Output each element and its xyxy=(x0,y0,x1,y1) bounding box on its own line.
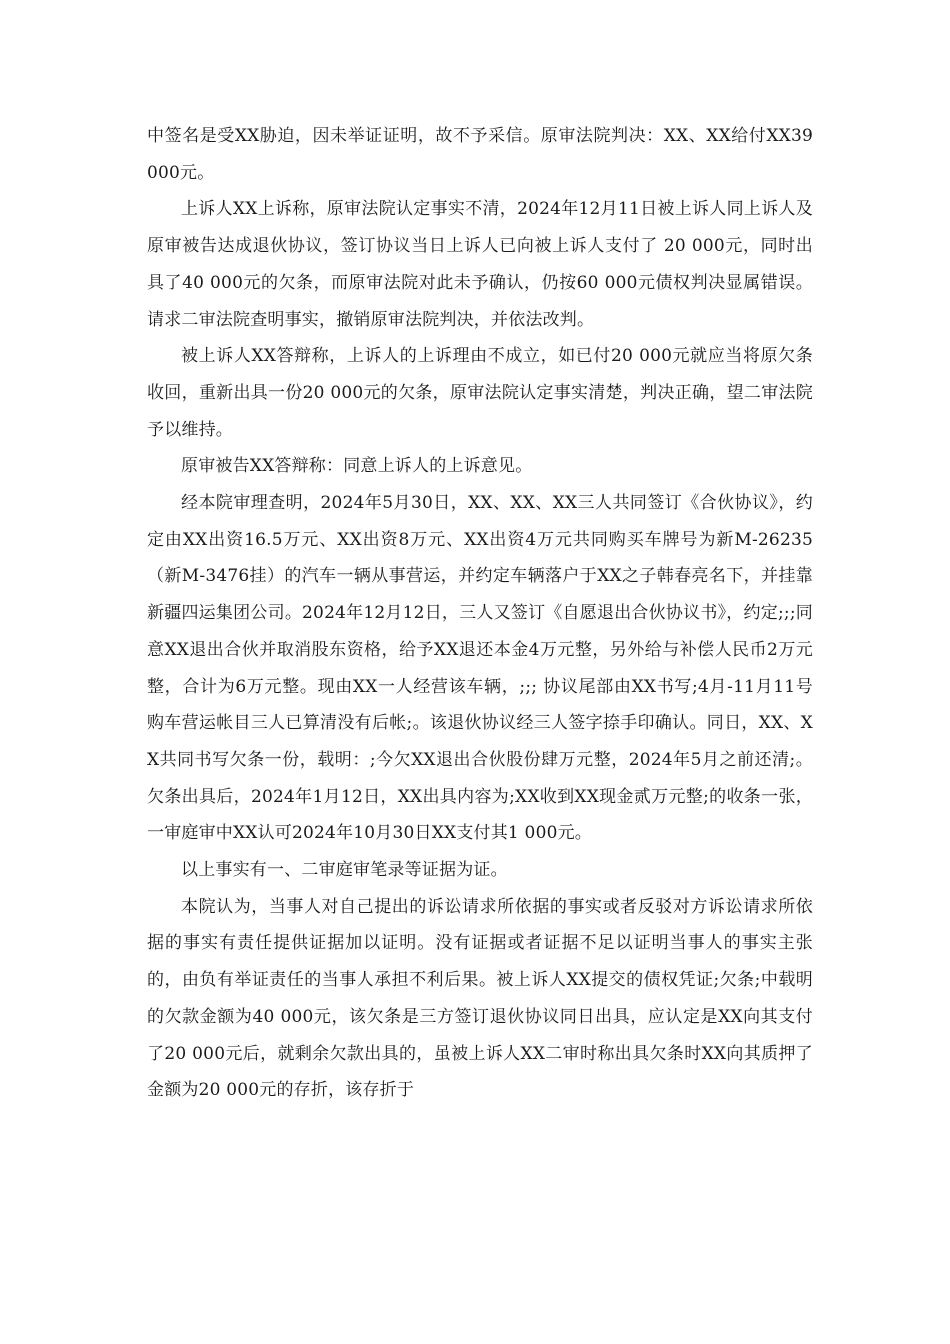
paragraph-5: 经本院审理查明，2024年5月30日，XX、XX、XX三人共同签订《合伙协议》，约定由XX出资16.5万元、XX出资8万元、XX出资4万元共同购买车牌号为新M-26235（新M-3476挂）的汽车一辆从事营运，并约定车辆落户于XX之子韩春亮名下，并挂靠新疆四运集团公司。2024年12月12日，三人又签订《自愿退出合伙协议书》，约定;;;同意XX退出合伙并取消股东资格，给予XX退还本金4万元整，另外给与补偿人民币2万元整，合计为6万元整。现由XX一人经营该车辆，;;; 协议尾部由XX书写;4月-11月11号购车营运帐目三人已算清没有后帐;。该退伙协议经三人签字捺手印确认。同日，XX、XX共同书写欠条一份，载明：;今欠XX退出合伙股份肆万元整，2024年5月之前还清;。欠条出具后，2024年1月12日，XX出具内容为;XX收到XX现金贰万元整;的收条一张，一审庭审中XX认可2024年10月30日XX支付其1 000元。 xyxy=(147,493,813,844)
paragraph-6: 以上事实有一、二审庭审笔录等证据为证。 xyxy=(181,860,508,881)
paragraph-3: 被上诉人XX答辩称，上诉人的上诉理由不成立，如已付20 000元就应当将原欠条收回，重新出具一份20 000元的欠条，原审法院认定事实清楚，判决正确，望二审法院予以维持。 xyxy=(147,346,813,440)
paragraph-7: 本院认为，当事人对自己提出的诉讼请求所依据的事实或者反驳对方诉讼请求所依据的事实有责任提供证据加以证明。没有证据或者证据不足以证明当事人的事实主张的，由负有举证责任的当事人承担不利后果。被上诉人XX提交的债权凭证;欠条;中载明的欠款金额为40 000元，该欠条是三方签订退伙协议同日出具，应认定是XX向其支付了20 000元后，就剩余欠款出具的，虽被上诉人XX二审时称出具欠条时XX向其质押了金额为20 000元的存折，该存折于 xyxy=(147,896,813,1101)
paragraph-2: 上诉人XX上诉称，原审法院认定事实不清，2024年12月11日被上诉人同上诉人及原审被告达成退伙协议，签订协议当日上诉人已向被上诉人支付了 20 000元，同时出具了40 000元的欠条，而原审法院对此未予确认，仍按60 000元债权判决显属错误。请求二审法院查明事实，撤销原审法院判决，并依法改判。 xyxy=(147,199,813,330)
document-body xyxy=(147,118,813,1109)
paragraph-4: 原审被告XX答辩称：同意上诉人的上诉意见。 xyxy=(181,456,533,477)
paragraph-1: 中签名是受XX胁迫，因未举证证明，故不予采信。原审法院判决：XX、XX给付XX39 000元。 xyxy=(147,126,813,183)
